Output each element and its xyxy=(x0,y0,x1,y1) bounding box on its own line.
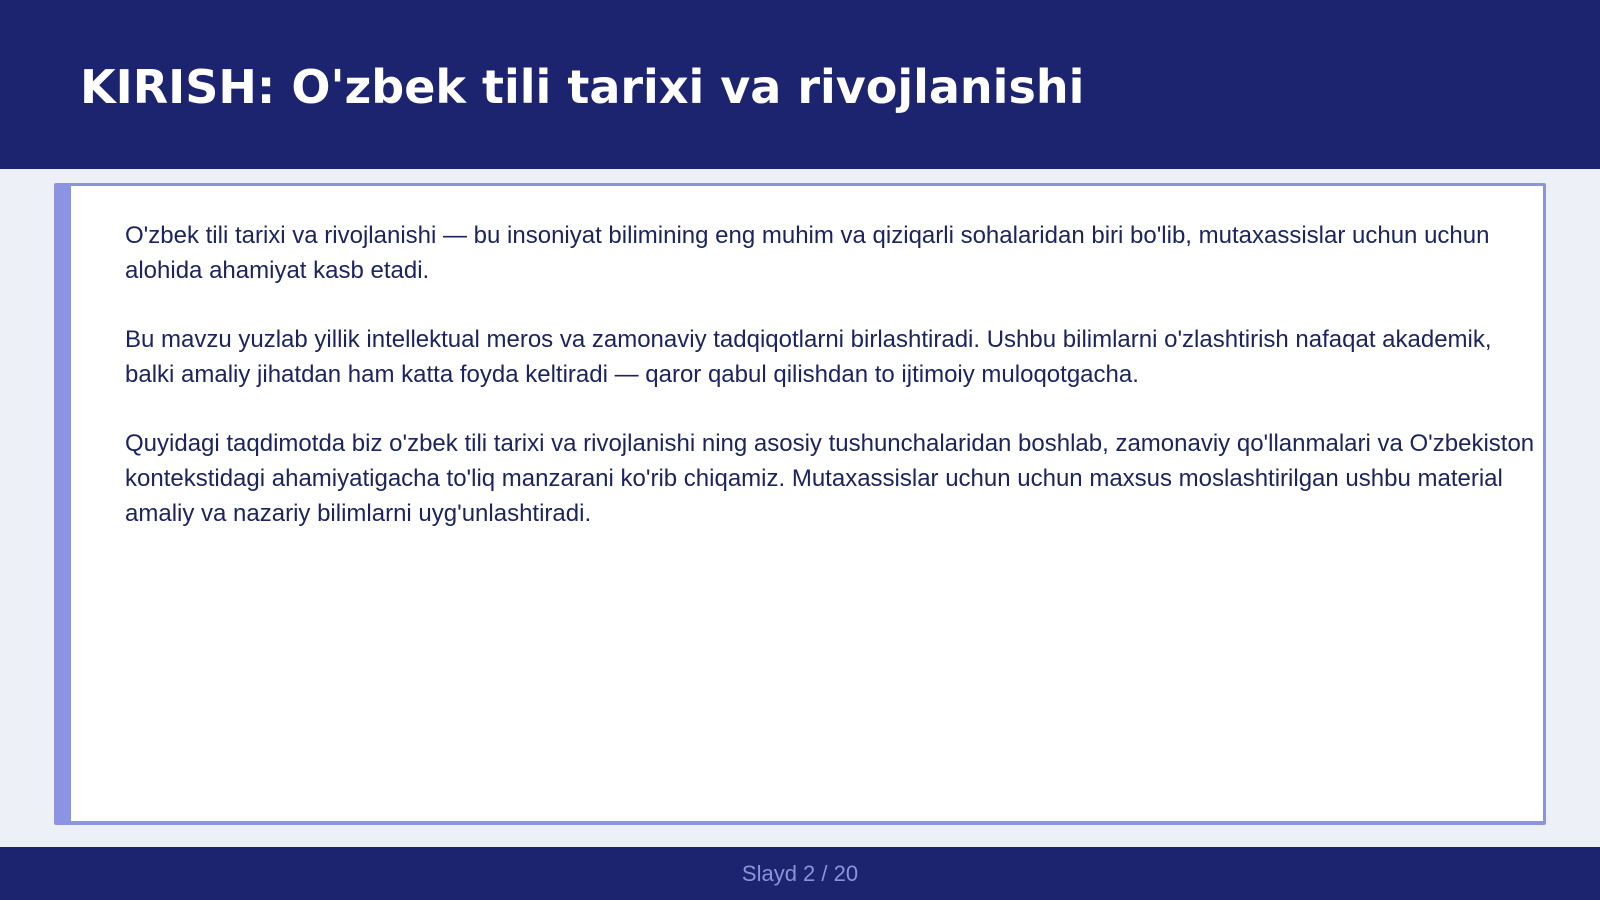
slide-counter: Slayd 2 / 20 xyxy=(741,861,859,886)
intro-paragraph: O'zbek tili tarixi va rivojlanishi — bu insoniyat bilimining eng muhim va qiziqarli sohalaridan biri bo'lib, mutaxassislar uchun uchun alohida ahamiyat kasb etadi. xyxy=(125,222,1490,284)
slide-header xyxy=(0,0,1600,169)
slide-title: KIRISH: O'zbek tili tarixi va rivojlanishi xyxy=(80,60,1085,114)
content-panel xyxy=(54,183,1546,825)
slide-footer xyxy=(0,847,1600,900)
presentation-overview-paragraph: Quyidagi taqdimotda biz o'zbek tili tarixi va rivojlanishi ning asosiy tushunchalaridan boshlab, zamonaviy qo'llanmalari va O'zbekiston kontekstidagi ahamiyatigacha to'liq manzarani ko'rib chiqamiz. Mutaxassislar uchun uchun maxsus moslashtirilgan ushbu material amaliy va nazariy bilimlarni uyg'unlashtiradi. xyxy=(125,430,1535,527)
significance-paragraph: Bu mavzu yuzlab yillik intellektual meros va zamonaviy tadqiqotlarni birlashtiradi. Ushbu bilimlarni o'zlashtirish nafaqat akademik, balki amaliy jihatdan ham katta foyda keltiradi — qaror qabul qilishdan to ijtimoiy muloqotgacha. xyxy=(125,326,1492,388)
